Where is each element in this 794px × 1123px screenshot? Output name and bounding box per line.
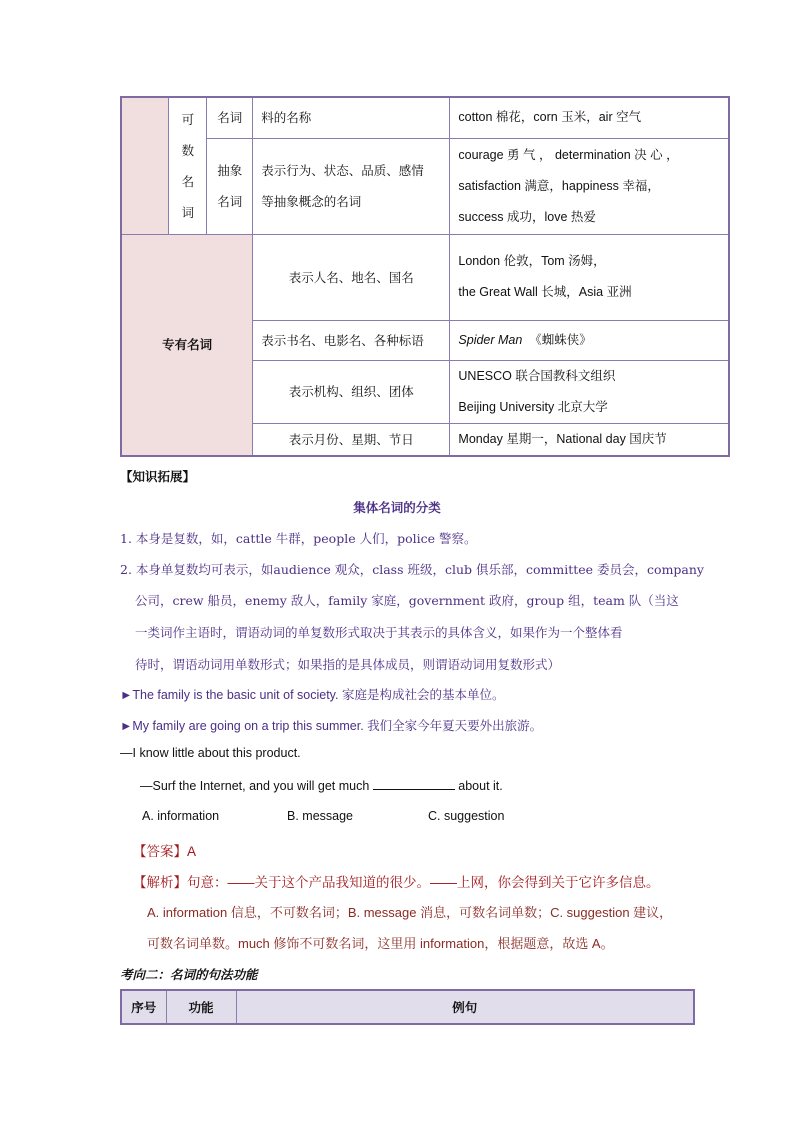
proper-noun-label: 专有名词 [121,234,253,456]
option-c: C. suggestion [428,809,505,823]
option-a: A. information [142,809,220,823]
table-left-blank [121,97,169,234]
knowledge-header: 【知识拓展】 [120,469,196,484]
noun-classification-table [120,96,730,457]
header-number: 序号 [121,990,166,1024]
option-b: B. message [287,809,354,823]
knowledge-item-2-line-4: 待时，谓语动词用单数形式；如果指的是具体成员，则谓语动词用复数形式） [135,657,561,672]
material-noun-label: 名词 [207,97,253,138]
analysis-line-3: 可数名词单数。much 修饰不可数名词，这里用 information，根据题意，故选 A。 [147,936,614,951]
knowledge-item-2-line-3: 一类词作主语时，谓语动词的单复数形式取决于其表示的具体含义，如果作为一个整体看 [135,625,623,640]
proper-noun-example-titles: Spider Man 《蜘蛛侠》 [450,320,729,360]
abstract-noun-description: 表示行为、状态、品质、感情 等抽象概念的名词 [253,138,450,234]
knowledge-item-1: 1. 本身是复数，如，cattle 牛群，people 人们，police 警察。 [120,531,477,546]
answer-line: 【答案】A [133,844,197,859]
proper-noun-example-orgs: UNESCO 联合国教科文组织 Beijing University 北京大学 [450,360,729,423]
example-sentence-2: ►My family are going on a trip this summer. 我们全家今年夏天要外出旅游。 [120,719,543,733]
material-noun-description: 料的名称 [253,97,450,138]
proper-noun-example-dates: Monday 星期一，National day 国庆节 [450,423,729,456]
proper-noun-desc-titles: 表示书名、电影名、各种标语 [253,320,450,360]
collective-noun-title: 集体名词的分类 [353,500,441,515]
abstract-noun-label: 抽象 名词 [207,138,253,234]
syntactic-function-table [120,989,695,1025]
header-function: 功能 [166,990,236,1024]
proper-noun-desc-dates: 表示月份、星期、节日 [253,423,450,456]
knowledge-item-2-line-1: 2. 本身单复数均可表示，如audience 观众，class 班级，club 俱乐部，committee 委员会，company [120,562,704,577]
material-noun-example: cotton 棉花，corn 玉米，air 空气 [450,97,729,138]
answer-blank [373,778,455,790]
analysis-line-2: A. information 信息，不可数名词；B. message 消息，可数名词单数；C. suggestion 建议， [147,905,673,920]
analysis-line-1: 【解析】句意：——关于这个产品我知道的很少。——上网，你会得到关于它许多信息。 [133,875,660,890]
proper-noun-desc-orgs: 表示机构、组织、团体 [253,360,450,423]
example-sentence-1: ►The family is the basic unit of society. 家庭是构成社会的基本单位。 [120,688,505,702]
proper-noun-example-names: London 伦敦，Tom 汤姆， the Great Wall 长城，Asia 亚洲 [450,234,729,320]
proper-noun-desc-names: 表示人名、地名、国名 [253,234,450,320]
header-example: 例句 [236,990,694,1024]
section-2-heading: 考向二：名词的句法功能 [120,967,258,982]
exercise-question-line-1: —I know little about this product. [120,746,301,760]
abstract-noun-example: courage 勇 气 ， determination 决 心 ， satisfaction 满意，happiness 幸福， success 成功，love 热爱 [450,138,729,234]
countable-noun-vertical-label: 可 数 名 词 [169,97,207,234]
knowledge-item-2-line-2: 公司，crew 船员，enemy 敌人，family 家庭，government 政府，group 组，team 队（当这 [135,593,679,608]
exercise-question-line-2: —Surf the Internet, and you will get much about it. [140,779,503,793]
